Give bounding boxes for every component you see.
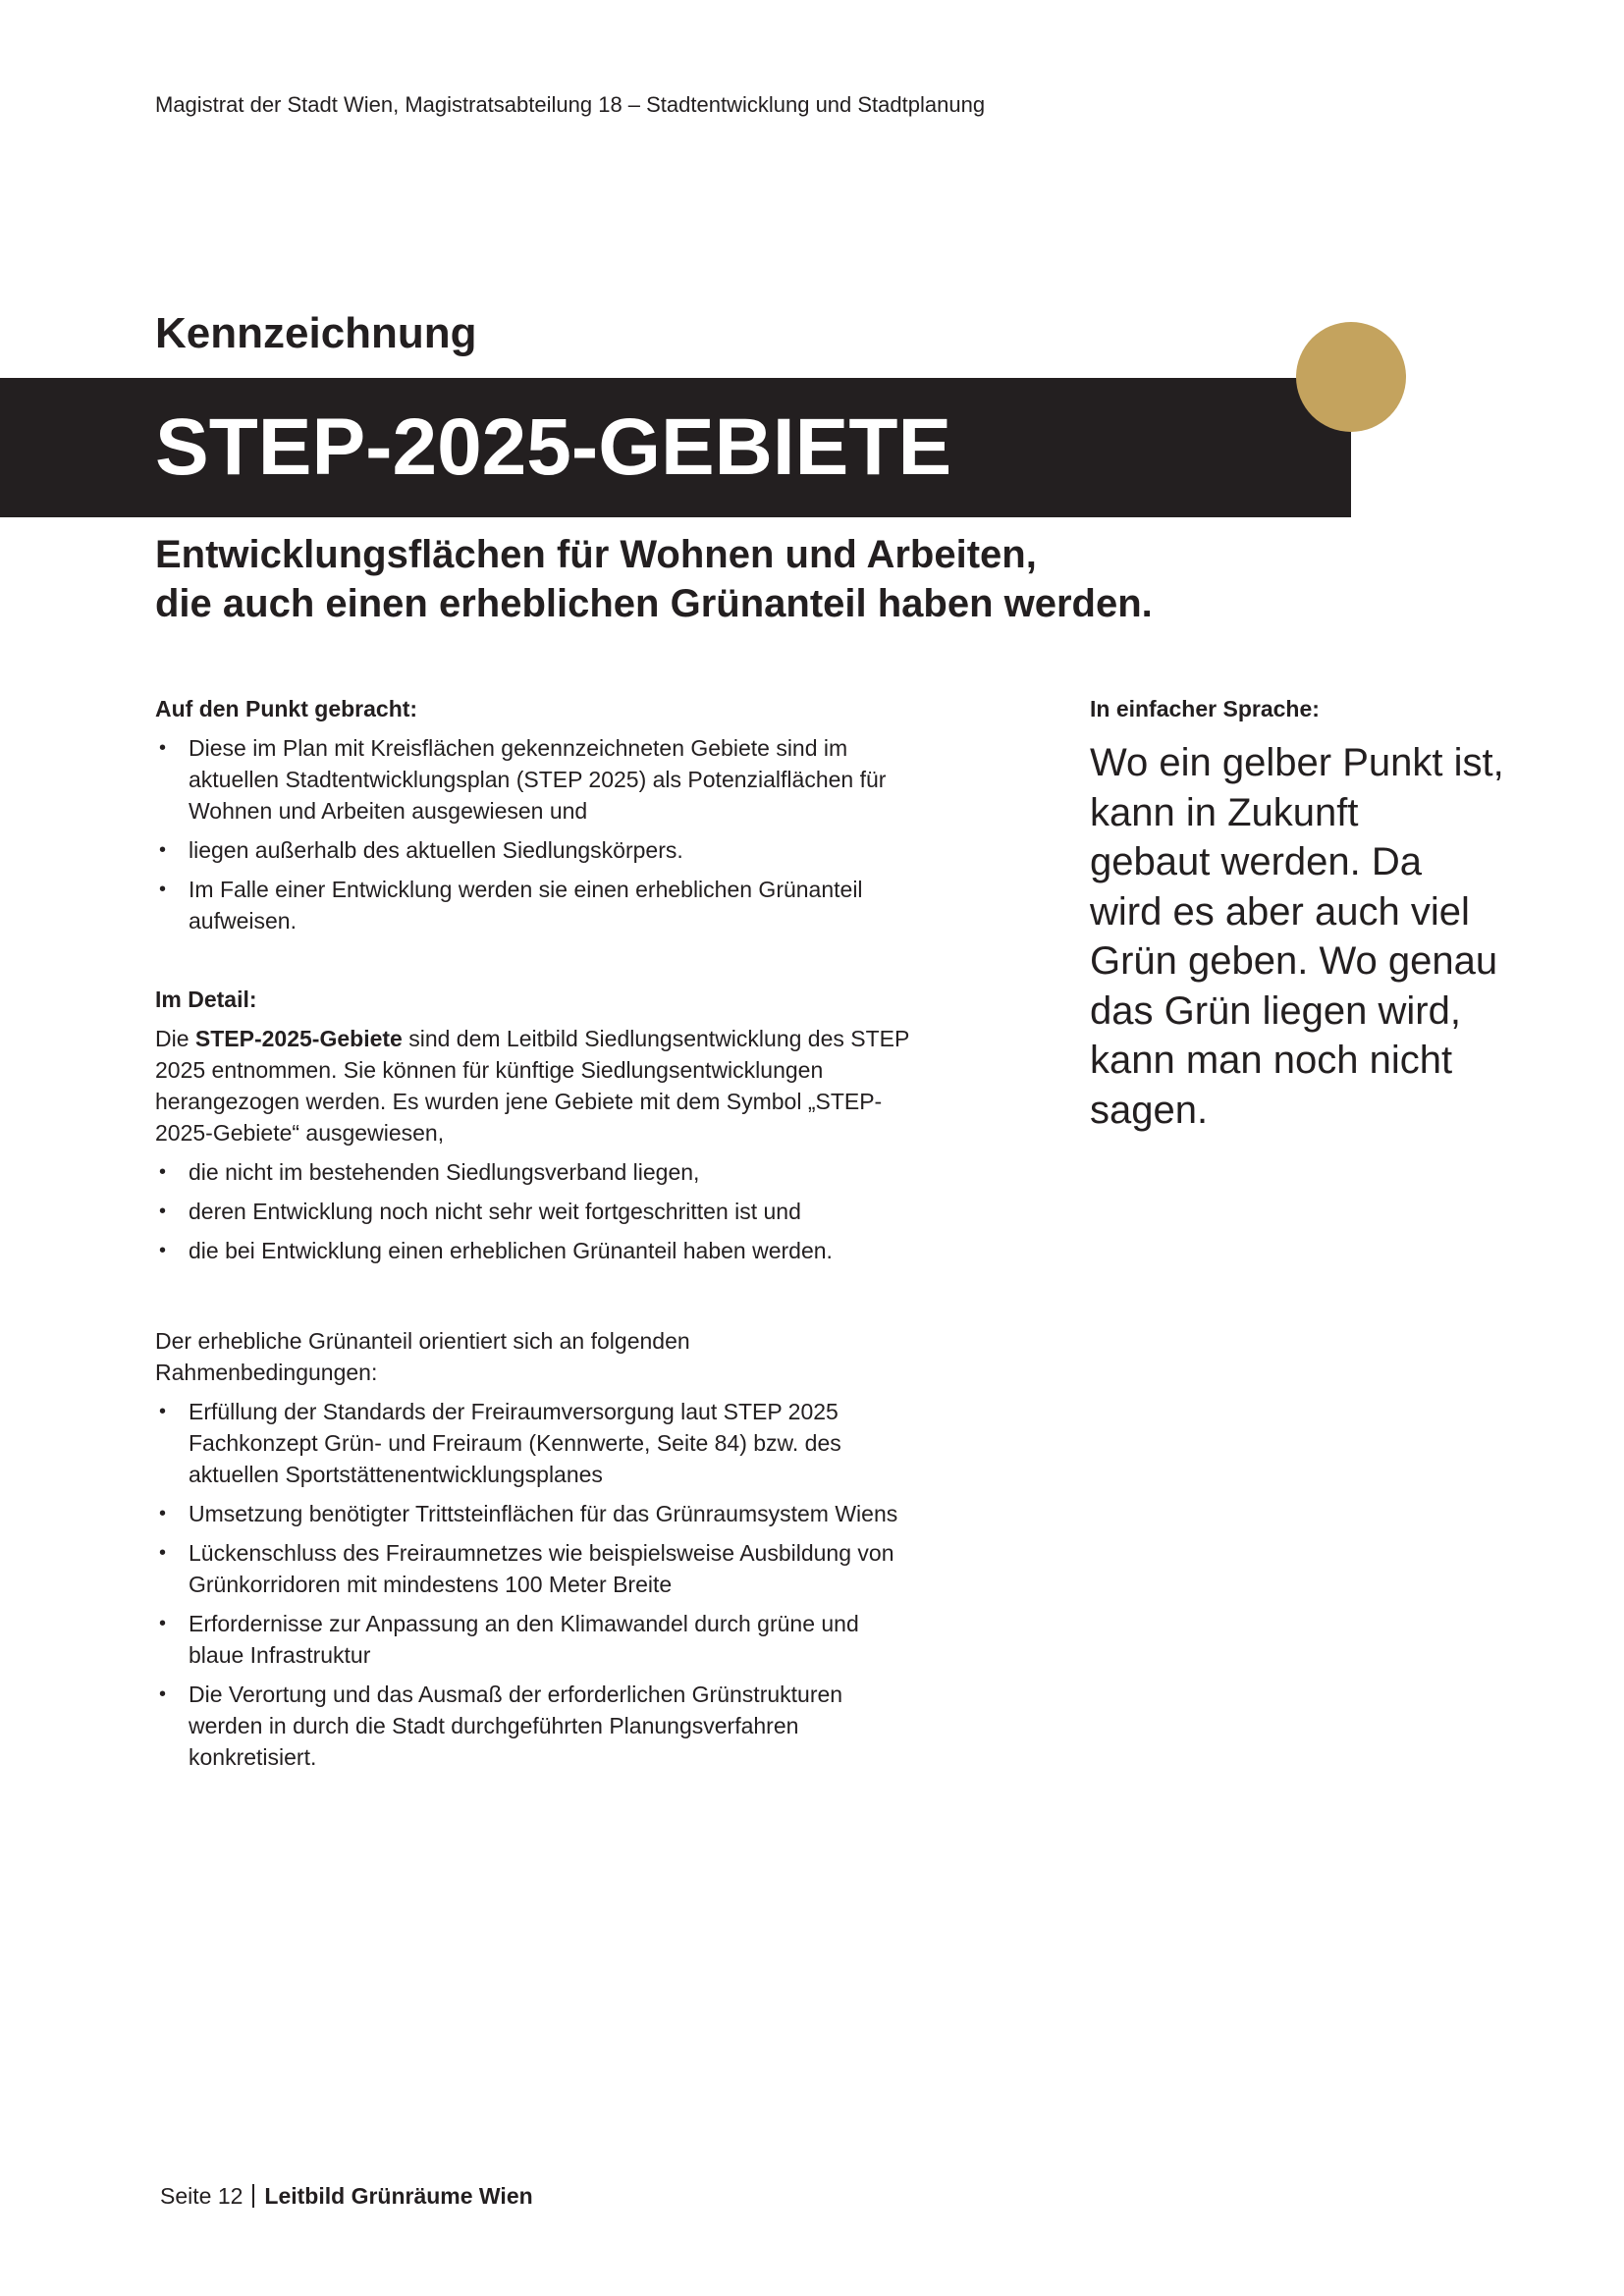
gold-dot-icon — [1296, 322, 1406, 432]
list-item-text: Erfüllung der Standards der Freiraumversorgung laut STEP 2025 Fachkonzept Grün- und Freiraum (Kennwerte, Seite 84) bzw. des aktuellen Sportstättenentwicklungsplanes — [189, 1399, 841, 1487]
simple-language-heading: In einfacher Sprache: — [1090, 696, 1320, 721]
page-number: Seite 12 — [160, 2183, 244, 2209]
bullet-icon: • — [159, 1503, 167, 1524]
list-item-text: Umsetzung benötigter Trittsteinflächen für das Grünraumsystem Wiens — [189, 1501, 898, 1526]
bullet-icon: • — [159, 839, 167, 861]
bullet-icon: • — [159, 1161, 167, 1183]
simple-language-line: Wo ein gelber Punkt ist, — [1090, 741, 1504, 784]
list-item — [155, 1396, 911, 1490]
detail-intro — [155, 1023, 911, 1148]
subtitle — [155, 530, 1333, 628]
simple-language-line: gebaut werden. Da — [1090, 840, 1423, 883]
simple-language-line: das Grün liegen wird, — [1090, 988, 1461, 1033]
list-item — [155, 1235, 911, 1266]
summary-heading: Auf den Punkt gebracht: — [155, 696, 418, 721]
simple-language-column — [1090, 693, 1542, 1135]
list-item-text: Erfordernisse zur Anpassung an den Klimawandel durch grüne und blaue Infrastruktur — [189, 1611, 859, 1668]
list-item-text: Lückenschluss des Freiraumnetzes wie beispielsweise Ausbildung von Grünkorridoren mit mindestens 100 Meter Breite — [189, 1540, 894, 1597]
simple-language-line: kann man noch nicht — [1090, 1039, 1453, 1082]
detail-intro-suffix: sind dem Leitbild Siedlungsentwicklung des STEP 2025 entnommen. Sie können für künftige Siedlungsentwicklungen herangezogen werden. Es wurden jene Gebiete mit dem Symbol „STEP-2025-Gebiete“ ausgewiesen, — [155, 1026, 909, 1146]
title-band — [0, 378, 1351, 517]
bullet-icon: • — [159, 1683, 167, 1705]
page-footer — [160, 2183, 533, 2210]
list-item-text: deren Entwicklung noch nicht sehr weit fortgeschritten ist und — [189, 1199, 801, 1224]
bullet-icon: • — [159, 1401, 167, 1422]
bullet-icon: • — [159, 737, 167, 759]
bullet-icon: • — [159, 1542, 167, 1564]
footer-divider — [252, 2184, 254, 2208]
header-organization: Magistrat der Stadt Wien, Magistratsabteilung 18 – Stadtentwicklung und Stadtplanung — [155, 92, 986, 117]
detail-heading: Im Detail: — [155, 987, 257, 1012]
bullet-icon: • — [159, 1613, 167, 1634]
detail-intro-prefix: Die — [155, 1026, 195, 1051]
list-item — [155, 732, 911, 827]
summary-list — [155, 732, 911, 936]
list-item-text: Im Falle einer Entwicklung werden sie einen erheblichen Grünanteil aufweisen. — [189, 877, 863, 934]
footer-doc-title: Leitbild Grünräume Wien — [264, 2183, 533, 2209]
list-item — [155, 834, 911, 866]
bullet-icon: • — [159, 1201, 167, 1222]
conditions-list — [155, 1396, 911, 1773]
subtitle-line: die auch einen erheblichen Grünanteil haben werden. — [155, 582, 1153, 625]
simple-language-line: wird es aber auch viel — [1090, 889, 1470, 934]
bullet-icon: • — [159, 1240, 167, 1261]
list-item — [155, 1498, 911, 1529]
list-item-text: Diese im Plan mit Kreisflächen gekennzeichneten Gebiete sind im aktuellen Stadtentwicklungsplan (STEP 2025) als Potenzialflächen für Wohnen und Arbeiten ausgewiesen und — [189, 735, 887, 824]
list-item — [155, 1608, 911, 1671]
main-column — [155, 693, 911, 1781]
list-item-text: die bei Entwicklung einen erheblichen Grünanteil haben werden. — [189, 1238, 833, 1263]
list-item — [155, 1537, 911, 1600]
conditions-intro: Der erhebliche Grünanteil orientiert sich an folgenden Rahmenbedingungen: — [155, 1328, 690, 1385]
simple-language-text — [1090, 738, 1542, 1135]
list-item — [155, 1679, 911, 1773]
simple-language-line: kann in Zukunft — [1090, 790, 1359, 834]
list-item-text: die nicht im bestehenden Siedlungsverband liegen, — [189, 1159, 700, 1185]
list-item — [155, 874, 911, 936]
detail-list — [155, 1156, 911, 1266]
simple-language-line: Grün geben. Wo genau — [1090, 939, 1498, 983]
page-title: STEP-2025-GEBIETE — [155, 402, 952, 492]
list-item-text: Die Verortung und das Ausmaß der erforderlichen Grünstrukturen werden in durch die Stadt durchgeführten Planungsverfahren konkretisiert. — [189, 1682, 843, 1770]
list-item — [155, 1156, 911, 1188]
section-kicker: Kennzeichnung — [155, 309, 477, 357]
bullet-icon: • — [159, 879, 167, 900]
subtitle-line: Entwicklungsflächen für Wohnen und Arbeiten, — [155, 533, 1037, 576]
simple-language-line: sagen. — [1090, 1088, 1209, 1132]
detail-intro-bold: STEP-2025-Gebiete — [194, 1026, 403, 1051]
list-item-text: liegen außerhalb des aktuellen Siedlungskörpers. — [189, 837, 683, 863]
list-item — [155, 1196, 911, 1227]
